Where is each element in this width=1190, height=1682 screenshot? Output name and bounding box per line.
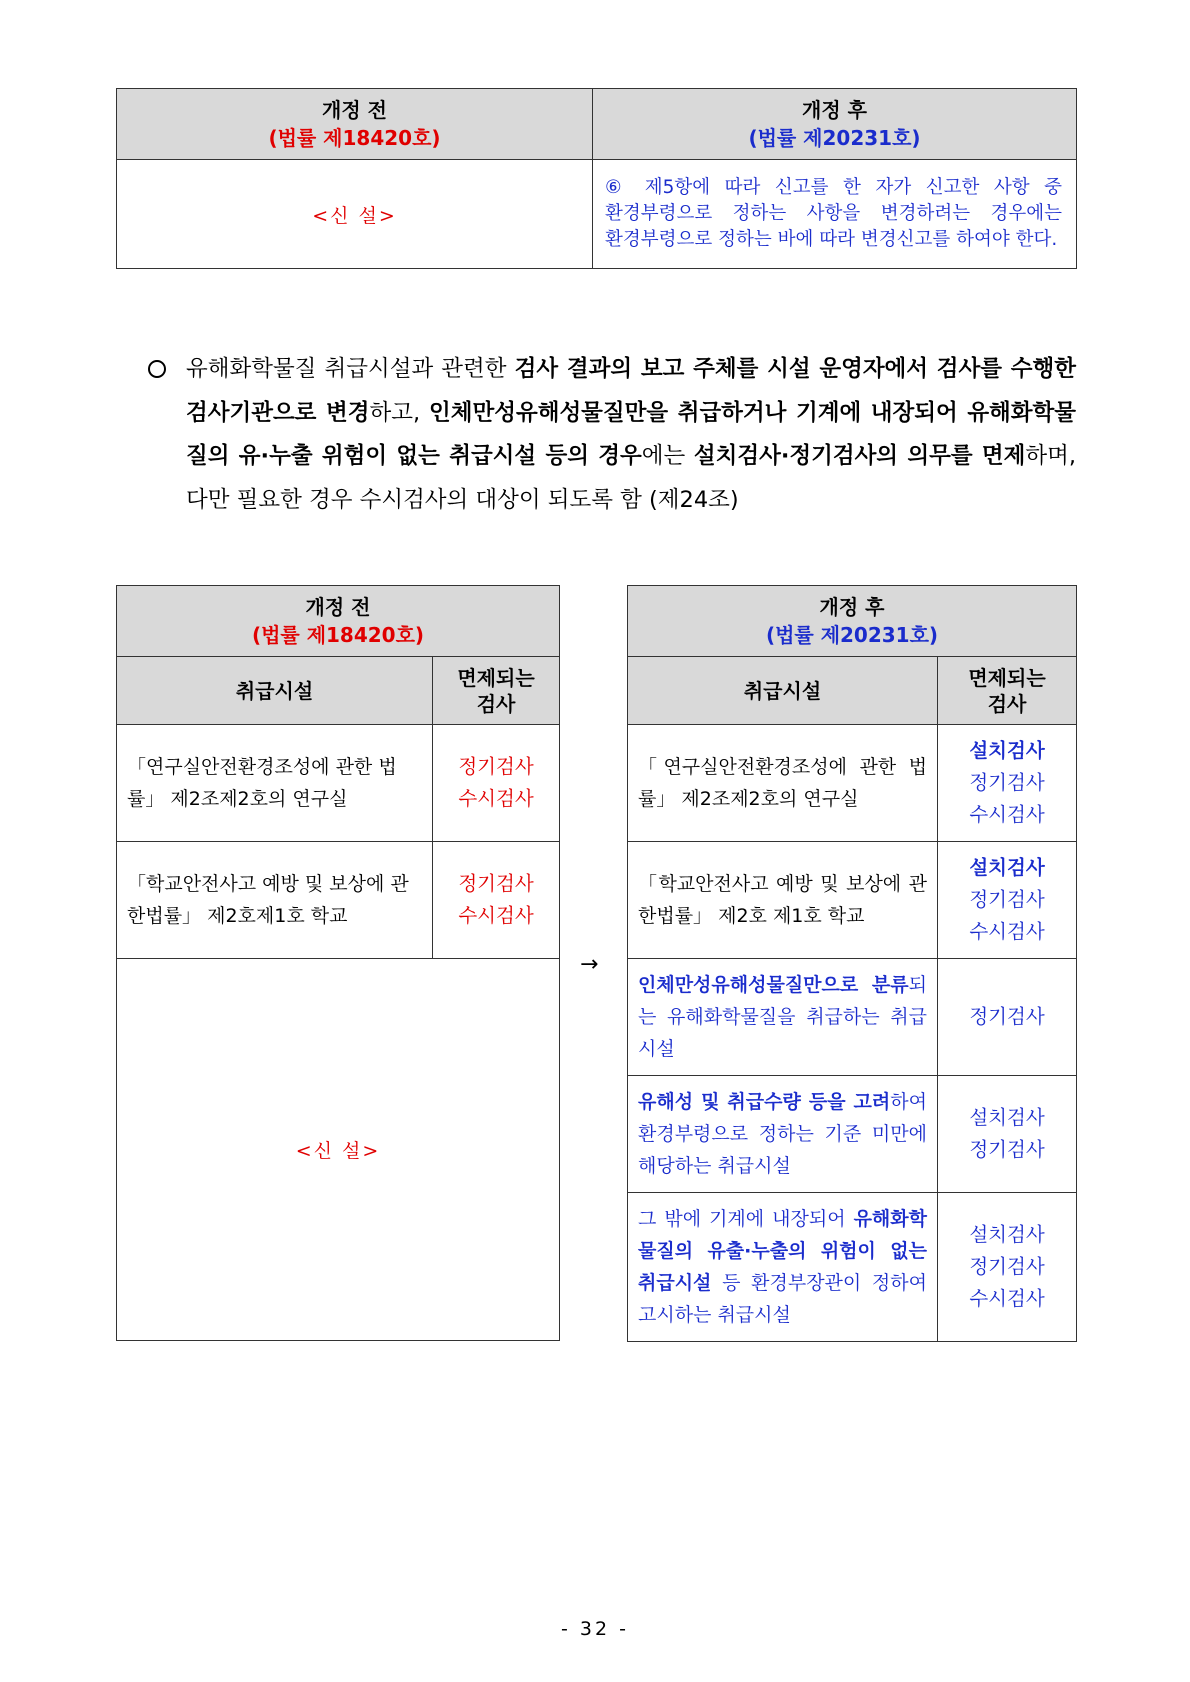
summary-paragraph [148,348,1076,522]
after-row4-ex2: 정기검사 [969,1138,1045,1161]
after-table-title: 개정 후 [819,595,885,619]
before-table-title: 개정 전 [305,595,371,619]
after-row5-ex2: 정기검사 [969,1255,1045,1278]
after-row5-ex1: 설치검사 [969,1223,1045,1246]
after-row5-facility-bold: 유해화학물질의 유출·누출의 위험이 없는 취급시설 [638,1208,927,1294]
after-row5-exempt [938,1193,1077,1342]
after-para-line2: 환경부령으로 정하는 사항을 변경하려는 경우에는 [605,203,1062,224]
after-table-law: (법률 제20231호) [765,623,939,647]
after-table-header [628,586,1077,657]
after-row4-ex1: 설치검사 [969,1106,1045,1129]
after-row1-exempt [938,725,1077,842]
after-para-line3: 환경부령으로 정하는 바에 따라 변경신고를 하여야 한다. [605,229,1058,250]
before-title: 개정 전 [322,98,387,122]
after-row3-facility-rest: 되는 유해화학물질을 취급하는 취급시설 [638,974,927,1060]
after-row5-ex3: 수시검사 [969,1287,1045,1310]
after-row1-facility: 「연구실안전환경조성에 관한 법률」 제2조제2호의 연구실 [628,725,938,842]
before-law: (법률 제18420호) [268,126,441,150]
after-row2-ex-new: 설치검사 [969,856,1045,879]
para-text-2: 하고, [369,399,430,426]
after-row3-exempt [938,959,1077,1076]
para-bold-1: 검사 결과의 보고 주체를 시설 운영자에서 검사를 수행한 검사기관으로 변경 [186,356,1076,426]
after-col-facility: 취급시설 [628,657,938,725]
after-row4-facility-rest: 하여 환경부령으로 정하는 기준 미만에 해당하는 취급시설 [638,1091,927,1177]
after-paragraph-6 [593,160,1077,269]
before-row2-ex2: 수시검사 [458,904,534,927]
after-para-line1: ⑥ 제5항에 따라 신고를 한 자가 신고한 사항 중 [605,177,1062,198]
after-row2-facility: 「학교안전사고 예방 및 보상에 관한법률」 제2호 제1호 학교 [628,842,938,959]
after-header [593,89,1077,160]
before-row2-exempt [433,842,560,959]
para-text-1: 유해화학물질 취급시설과 관련한 [186,356,515,382]
after-col-exempt-line2: 검사 [987,691,1027,716]
arrow-icon: → [580,952,599,977]
after-row2-ex1: 정기검사 [969,888,1045,911]
before-new-cell: <신 설> [117,160,593,269]
after-law: (법률 제20231호) [748,126,921,150]
before-row1-ex2: 수시검사 [458,787,534,810]
before-row1-ex1: 정기검사 [458,755,534,778]
before-row1-facility: 「연구실안전환경조성에 관한 법률」 제2조제2호의 연구실 [117,725,433,842]
after-row3-facility [628,959,938,1076]
before-header [117,89,593,160]
after-row3-ex1: 정기검사 [969,1005,1045,1028]
before-col-exempt [433,657,560,725]
after-row4-facility [628,1076,938,1193]
para-bold-3: 설치검사·정기검사의 의무를 면제 [693,443,1026,469]
after-col-exempt-line1: 면제되는 [968,665,1046,690]
before-col-exempt-line2: 검사 [476,691,516,716]
para-text-4: 하며, 다만 필요한 경우 수시검사의 대상이 되도록 함 (제24조) [186,443,1076,513]
after-col-exempt [938,657,1077,725]
after-row4-facility-bold: 유해성 및 취급수량 등을 고려 [638,1091,891,1113]
top-comparison-table [116,88,1077,269]
after-row5-facility-pre: 그 밖에 기계에 내장되어 [638,1208,854,1230]
before-new-cell-large: <신 설> [117,959,560,1341]
before-exemption-table [116,585,560,1341]
after-row2-ex2: 수시검사 [969,920,1045,943]
after-row1-ex-new: 설치검사 [969,739,1045,762]
before-col-facility: 취급시설 [117,657,433,725]
para-bold-2: 인체만성유해성물질만을 취급하거나 기계에 내장되어 유해화학물질의 유·누출 위험이 없는 취급시설 등의 경우 [186,399,1076,469]
summary-text [186,348,1076,522]
before-row2-facility: 「학교안전사고 예방 및 보상에 관한법률」 제2호제1호 학교 [117,842,433,959]
after-row2-exempt [938,842,1077,959]
after-exemption-table [627,585,1077,1342]
before-table-header [117,586,560,657]
para-text-3: 에는 [641,443,694,469]
circle-bullet-icon [148,360,166,378]
after-row1-ex2: 수시검사 [969,803,1045,826]
after-title: 개정 후 [802,98,867,122]
page-number: - 32 - [561,1618,629,1640]
before-row2-ex1: 정기검사 [458,872,534,895]
after-row5-facility [628,1193,938,1342]
after-row3-facility-bold: 인체만성유해성물질만으로 분류 [638,974,909,996]
after-row1-ex1: 정기검사 [969,771,1045,794]
before-table-law: (법률 제18420호) [251,623,425,647]
before-row1-exempt [433,725,560,842]
before-col-exempt-line1: 면제되는 [457,665,535,690]
after-row5-facility-rest: 등 환경부장관이 정하여 고시하는 취급시설 [638,1272,927,1326]
after-row4-exempt [938,1076,1077,1193]
